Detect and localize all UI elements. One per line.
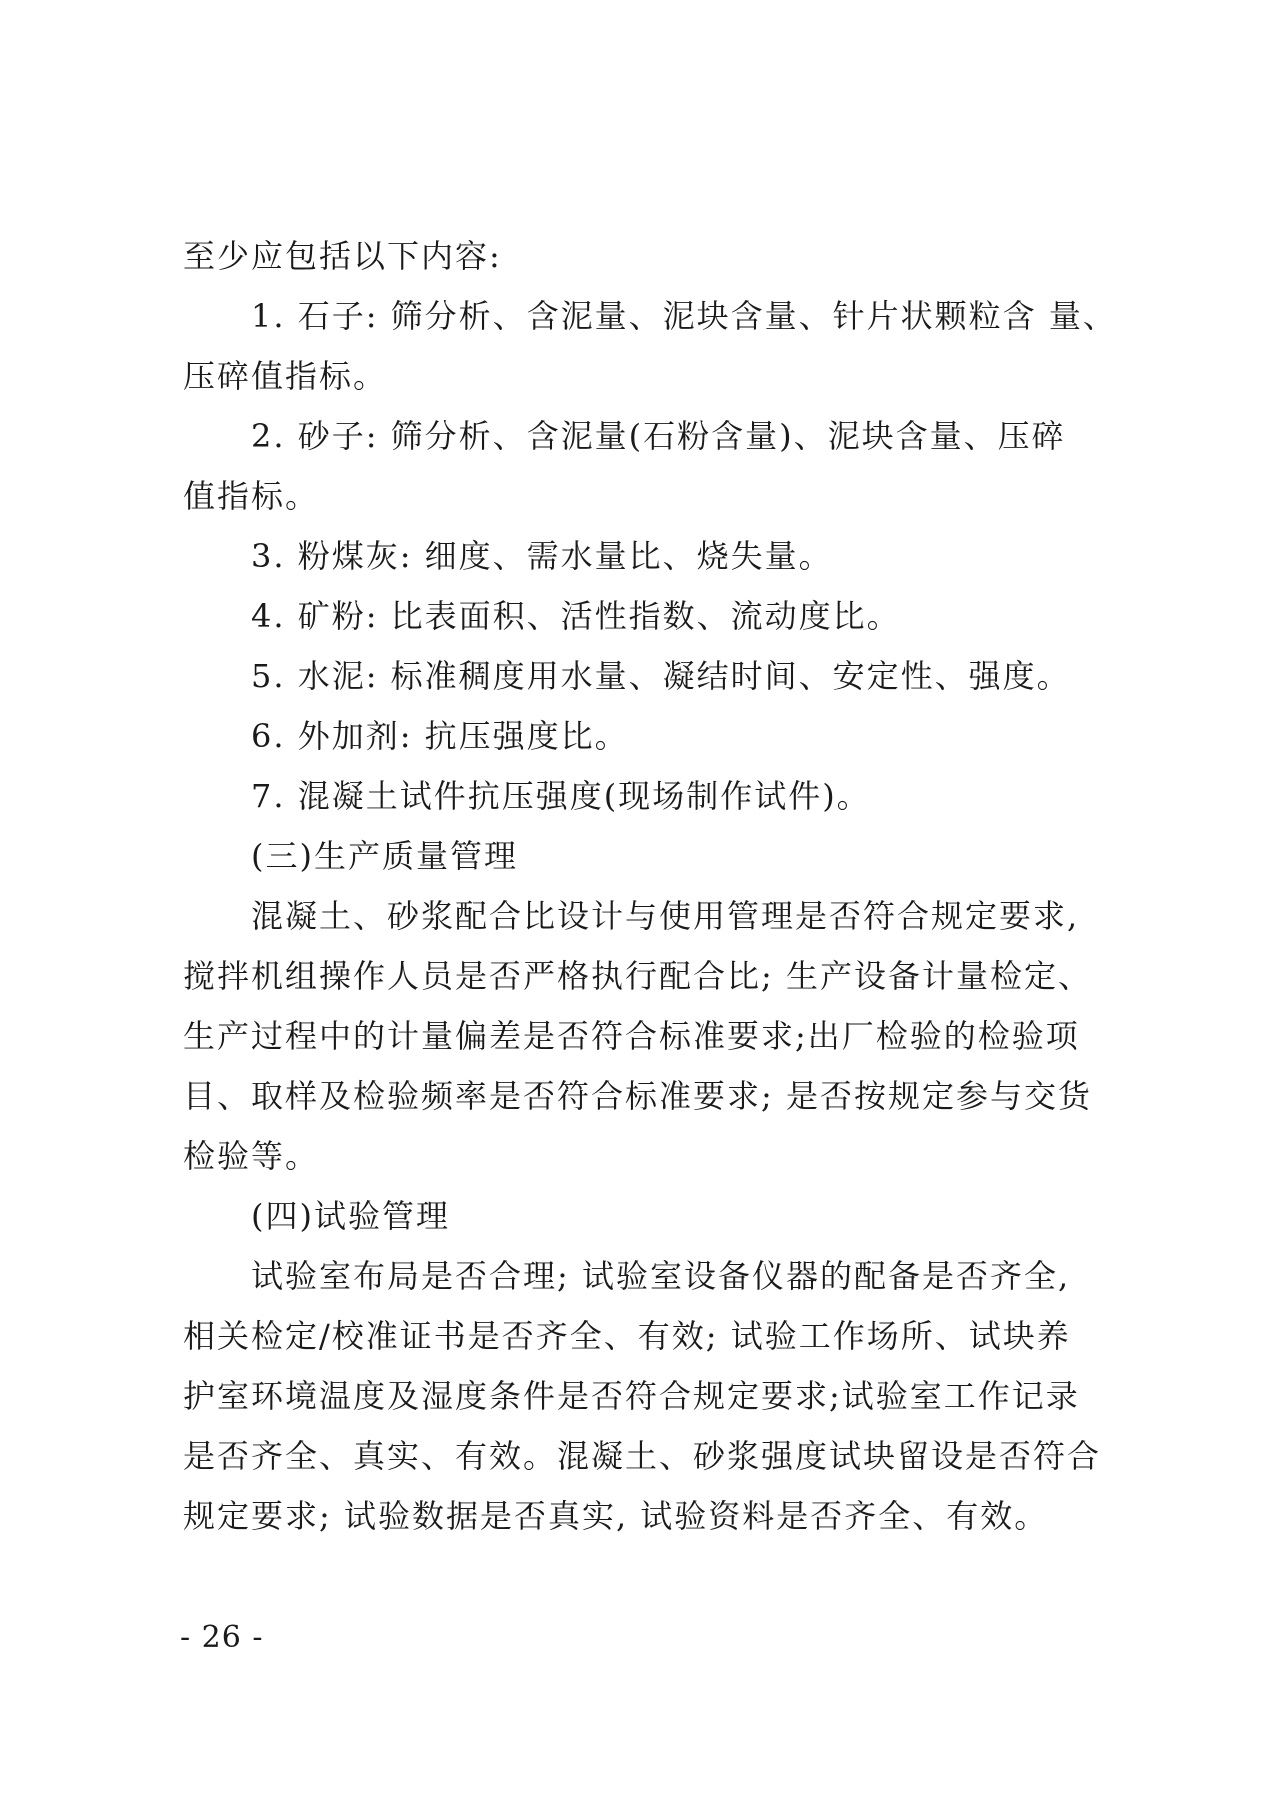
list-item-2-line-2: 值指标。 bbox=[183, 477, 320, 515]
list-item-4: 4. 矿粉: 比表面积、活性指数、流动度比。 bbox=[251, 597, 901, 635]
list-item-2-line-1: 2. 砂子: 筛分析、含泥量(石粉含量)、泥块含量、压碎 bbox=[251, 417, 1066, 455]
section-4-heading: (四)试验管理 bbox=[251, 1197, 450, 1235]
section-3-line-2: 搅拌机组操作人员是否严格执行配合比; 生产设备计量检定、 bbox=[183, 957, 1092, 995]
list-item-7: 7. 混凝土试件抗压强度(现场制作试件)。 bbox=[251, 777, 871, 815]
section-3-heading: (三)生产质量管理 bbox=[251, 837, 518, 875]
section-3-line-5: 检验等。 bbox=[183, 1137, 320, 1175]
list-item-3: 3. 粉煤灰: 细度、需水量比、烧失量。 bbox=[251, 537, 833, 575]
page-number: - 26 - bbox=[180, 1620, 264, 1655]
section-4-line-2: 相关检定/校准证书是否齐全、有效; 试验工作场所、试块养 bbox=[183, 1317, 1071, 1355]
intro-line: 至少应包括以下内容: bbox=[183, 237, 502, 275]
section-3-line-3: 生产过程中的计量偏差是否符合标准要求;出厂检验的检验项 bbox=[183, 1017, 1080, 1055]
section-4-line-5: 规定要求; 试验数据是否真实, 试验资料是否齐全、有效。 bbox=[183, 1497, 1049, 1535]
list-item-1-line-2: 压碎值指标。 bbox=[183, 357, 388, 395]
section-3-line-4: 目、取样及检验频率是否符合标准要求; 是否按规定参与交货 bbox=[183, 1077, 1092, 1115]
section-4-line-3: 护室环境温度及湿度条件是否符合规定要求;试验室工作记录 bbox=[183, 1377, 1080, 1415]
section-4-line-4: 是否齐全、真实、有效。混凝土、砂浆强度试块留设是否符合 bbox=[183, 1437, 1102, 1475]
section-3-line-1: 混凝土、砂浆配合比设计与使用管理是否符合规定要求, bbox=[251, 897, 1080, 935]
list-item-5: 5. 水泥: 标准稠度用水量、凝结时间、安定性、强度。 bbox=[251, 657, 1071, 695]
page-body bbox=[183, 226, 1117, 1546]
list-item-1-line-1: 1. 石子: 筛分析、含泥量、泥块含量、针片状颗粒含 量、 bbox=[251, 297, 1117, 335]
section-4-line-1: 试验室布局是否合理; 试验室设备仪器的配备是否齐全, bbox=[251, 1257, 1071, 1295]
list-item-6: 6. 外加剂: 抗压强度比。 bbox=[251, 717, 629, 755]
